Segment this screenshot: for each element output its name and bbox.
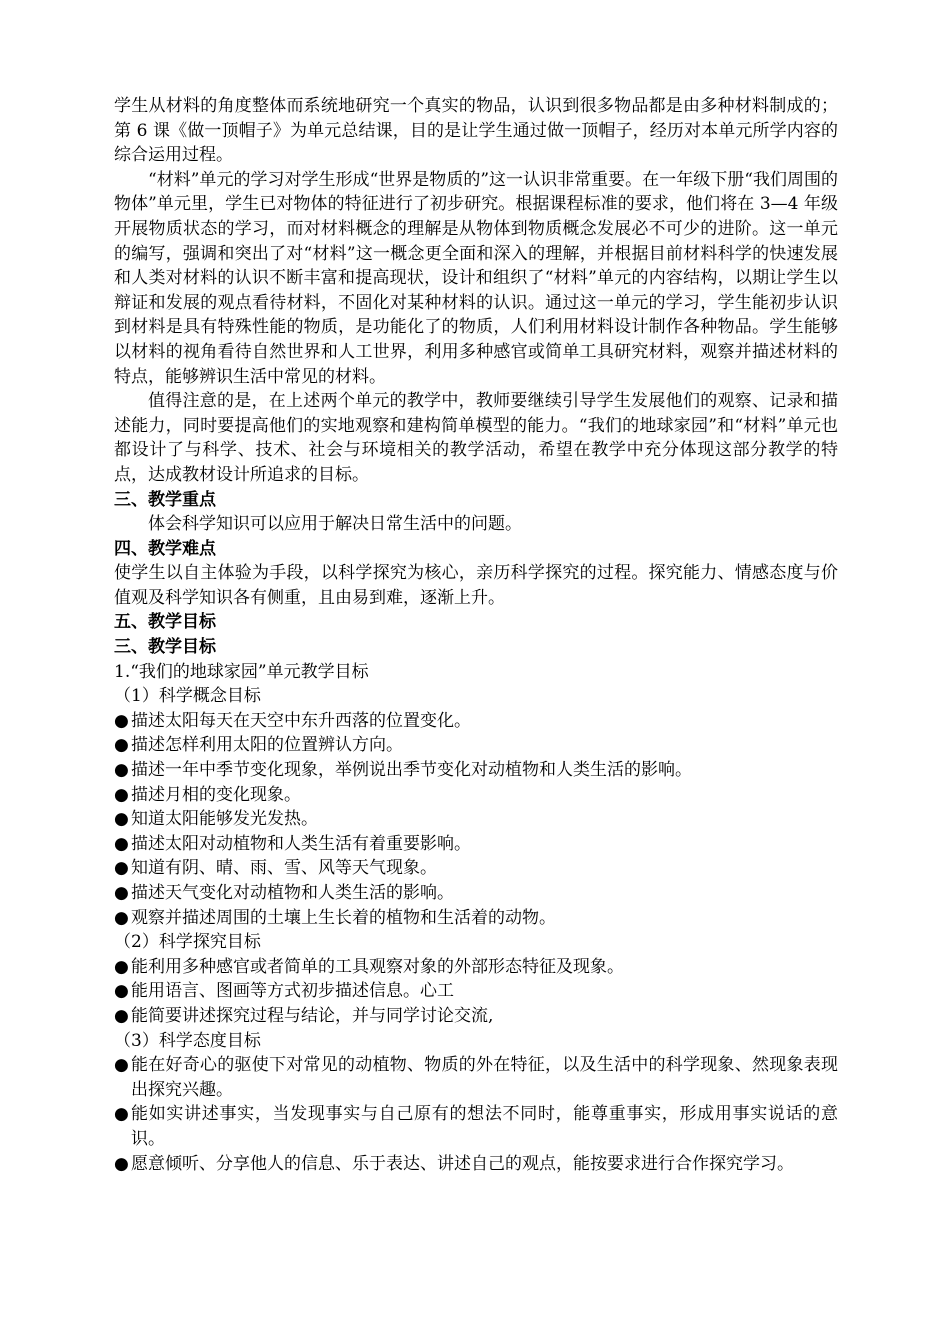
bullet-icon: ● [114, 784, 129, 805]
bullet-icon: ● [114, 735, 129, 756]
list-item: ● 描述月相的变化现象。 [114, 783, 838, 808]
document-page [114, 94, 838, 1176]
bullet-icon: ● [114, 907, 129, 928]
list-item: ● 观察并描述周围的土壤上生长着的植物和生活着的动物。 [114, 906, 838, 931]
attitude-goals-list [114, 1053, 838, 1176]
heading-teaching-goals: 五、教学目标 [114, 612, 216, 633]
inquiry-goals-list [114, 955, 838, 1029]
list-item: ● 知道有阴、晴、雨、雪、风等天气现象。 [114, 856, 838, 881]
subheading-inquiry-goals: （2）科学探究目标 [114, 932, 261, 953]
list-item: ● 能在好奇心的驱使下对常见的动植物、物质的外在特征，以及生活中的科学现象、然现象表现出探究兴趣。 [114, 1055, 838, 1100]
bullet-icon: ● [114, 956, 129, 977]
list-item: ● 能如实讲述事实，当发现事实与自己原有的想法不同时，能尊重事实，形成用事实说话的意识。 [114, 1104, 838, 1149]
bullet-icon: ● [114, 1153, 129, 1174]
bullet-icon: ● [114, 809, 129, 830]
bullet-icon: ● [114, 760, 129, 781]
paragraph-teaching-note: 值得注意的是，在上述两个单元的教学中，教师要继续引导学生发展他们的观察、记录和描述能力，同时要提高他们的实地观察和建构简单模型的能力。“我们的地球家园”和“材料”单元也都设计了与科学、技术、社会与环境相关的教学活动，希望在教学中充分体现这部分教学的特点，达成教材设计所追求的目标。 [114, 391, 838, 485]
bullet-icon: ● [114, 858, 129, 879]
list-item: ● 能利用多种感官或者简单的工具观察对象的外部形态特征及现象。 [114, 955, 838, 980]
paragraph-materials-intro: 学生从材料的角度整体而系统地研究一个真实的物品，认识到很多物品都是由多种材料制成的；第 6 课《做一顶帽子》为单元总结课，目的是让学生通过做一顶帽子，经历对本单元所学内容的综合运用过程。 [114, 96, 838, 166]
heading-teaching-focus: 三、教学重点 [114, 489, 216, 510]
paragraph-materials-unit: “材料”单元的学习对学生形成“世界是物质的”这一认识非常重要。在一年级下册“我们周围的物体”单元里，学生已对物体的特征进行了初步研究。根据课程标准的要求，他们将在 3—4 年级开展物质状态的学习，而对材料概念的理解是从物体到物质概念发展必不可少的进阶。这一单元的编写，强调和突出了对“材料”这一概念更全面和深入的理解，并根据目前材料科学的快速发展和人类对材料的认识不断丰富和提高现状，设计和组织了“材料”单元的内容结构，以期让学生以辩证和发展的观点看待材料，不固化对某种材料的认识。通过这一单元的学习，学生能初步认识到材料是具有特殊性能的物质，是功能化了的物质，人们利用材料设计制作各种物品。学生能够以材料的视角看待自然世界和人工世界，利用多种感官或简单工具研究材料，观察并描述材料的特点，能够辨识生活中常见的材料。 [114, 169, 838, 387]
teaching-focus-text: 体会科学知识可以应用于解决日常生活中的问题。 [148, 514, 522, 535]
bullet-icon: ● [114, 981, 129, 1002]
bullet-icon: ● [114, 833, 129, 854]
list-item: ● 描述太阳对动植物和人类生活有着重要影响。 [114, 832, 838, 857]
heading-teaching-difficulty: 四、教学难点 [114, 538, 216, 559]
list-item: ● 描述怎样利用太阳的位置辨认方向。 [114, 733, 838, 758]
teaching-difficulty-text: 使学生以自主体验为手段，以科学探究为核心，亲历科学探究的过程。探究能力、情感态度与价值观及科学知识各有侧重，且由易到难，逐渐上升。 [114, 563, 838, 608]
bullet-icon: ● [114, 710, 129, 731]
list-item: ● 知道太阳能够发光发热。 [114, 807, 838, 832]
bullet-icon: ● [114, 883, 129, 903]
heading-teaching-goals-repeat: 三、教学目标 [114, 637, 216, 658]
list-item: ● 能简要讲述探究过程与结论，并与同学讨论交流, [114, 1004, 838, 1029]
list-item: ● 愿意倾听、分享他人的信息、乐于表达、讲述自己的观点，能按要求进行合作探究学习。 [114, 1152, 838, 1177]
subheading-concept-goals: （1）科学概念目标 [114, 686, 261, 707]
subheading-attitude-goals: （3）科学态度目标 [114, 1030, 261, 1051]
bullet-icon: ● [114, 1005, 129, 1026]
list-item: ● 能用语言、图画等方式初步描述信息。心工 [114, 979, 838, 1004]
bullet-icon: ● [114, 1104, 129, 1125]
unit-goals-title: 1.“我们的地球家园”单元教学目标 [114, 661, 369, 682]
list-item: ● 描述太阳每天在天空中东升西落的位置变化。 [114, 709, 838, 734]
bullet-icon: ● [114, 1055, 129, 1076]
list-item: ● 描述一年中季节变化现象，举例说出季节变化对动植物和人类生活的影响。 [114, 758, 838, 783]
concept-goals-list [114, 709, 838, 930]
list-item: ● 描述天气变化对动植物和人类生活的影响。 [114, 881, 838, 906]
